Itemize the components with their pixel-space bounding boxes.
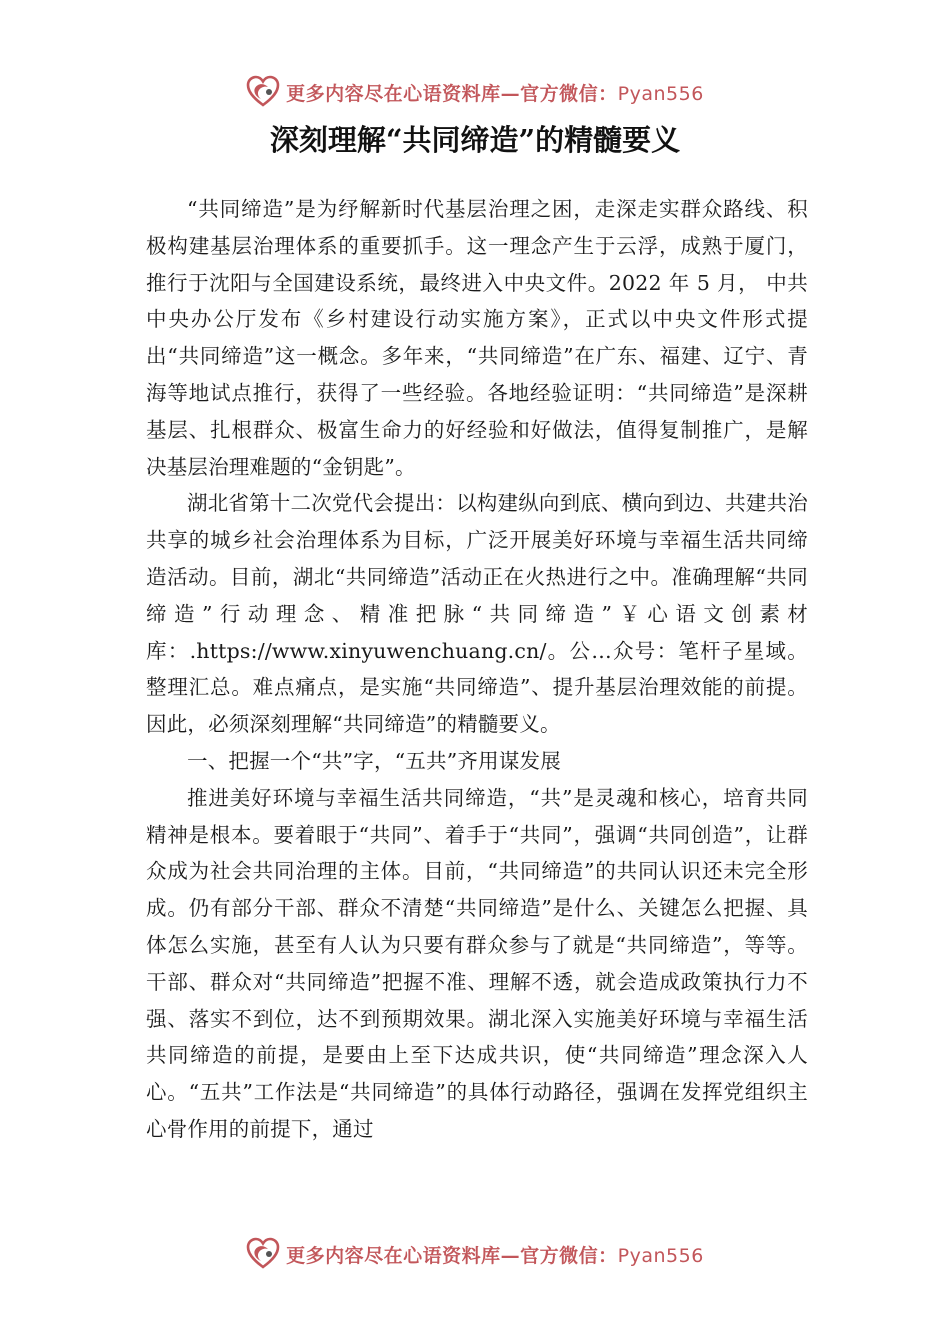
watermark-header xyxy=(0,72,950,112)
watermark-handle: Pyan556 xyxy=(617,82,704,105)
section-heading-1: 一、把握一个“共”字，“五共”齐用谋发展 xyxy=(187,748,561,773)
paragraph-3: 推进美好环境与幸福生活共同缔造，“共”是灵魂和核心，培育共同精神是根本。要着眼于“共同”、着手于“共同”，强调“共同创造”，让群众成为社会共同治理的主体。目前，“共同缔造”的共同认识还未完全形成。仍有部分干部、群众不清楚“共同缔造”是什么、关键怎么把握、具体怎么实施，甚至有人认为只要有群众参与了就是“共同缔造”，等等。干部、群众对“共同缔造”把握不准、理解不透，就会造成政策执行力不强、落实不到位，达不到预期效果。湖北深入实施美好环境与幸福生活共同缔造的前提，是要由上至下达成共识，使“共同缔造”理念深入人心。“五共”工作法是“共同缔造”的具体行动路径，强调在发挥党组织主心骨作用的前提下，通过 xyxy=(146,785,808,1141)
document-body xyxy=(146,191,808,1148)
paragraph-1: “共同缔造”是为纾解新时代基层治理之困，走深走实群众路线、积极构建基层治理体系的重要抓手。这一理念产生于云浮，成熟于厦门，推行于沈阳与全国建设系统，最终进入中央文件。2022 年 5 月， 中共中央办公厅发布《乡村建设行动实施方案》，正式以中央文件形式提出“共同缔造”这一概念。多年来，“共同缔造”在广东、福建、辽宁、青海等地试点推行，获得了一些经验。各地经验证明：“共同缔造”是深耕基层、扎根群众、极富生命力的好经验和好做法，值得复制推广，是解决基层治理难题的“金钥匙”。 xyxy=(146,197,808,479)
watermark-text: 更多内容尽在心语资料库—官方微信： xyxy=(286,82,618,105)
heart-logo-icon xyxy=(246,75,280,109)
watermark-footer xyxy=(0,1234,950,1274)
watermark-text: 更多内容尽在心语资料库—官方微信： xyxy=(286,1244,618,1267)
heart-logo-icon xyxy=(246,1237,280,1271)
watermark-handle: Pyan556 xyxy=(617,1244,704,1267)
document-title: 深刻理解“共同缔造”的精髓要义 xyxy=(269,123,681,157)
paragraph-2: 湖北省第十二次党代会提出：以构建纵向到底、横向到边、共建共治共享的城乡社会治理体系为目标，广泛开展美好环境与幸福生活共同缔造活动。目前，湖北“共同缔造”活动正在火热进行之中。准确理解“共同缔造”行动理念、精准把脉“共同缔造”￥心语文创素材库：.https://www.xinyuwenchuang.cn/。公…众号：笔杆子星域。整理汇总。难点痛点，是实施“共同缔造”、提升基层治理效能的前提。因此，必须深刻理解“共同缔造”的精髓要义。 xyxy=(146,491,808,737)
